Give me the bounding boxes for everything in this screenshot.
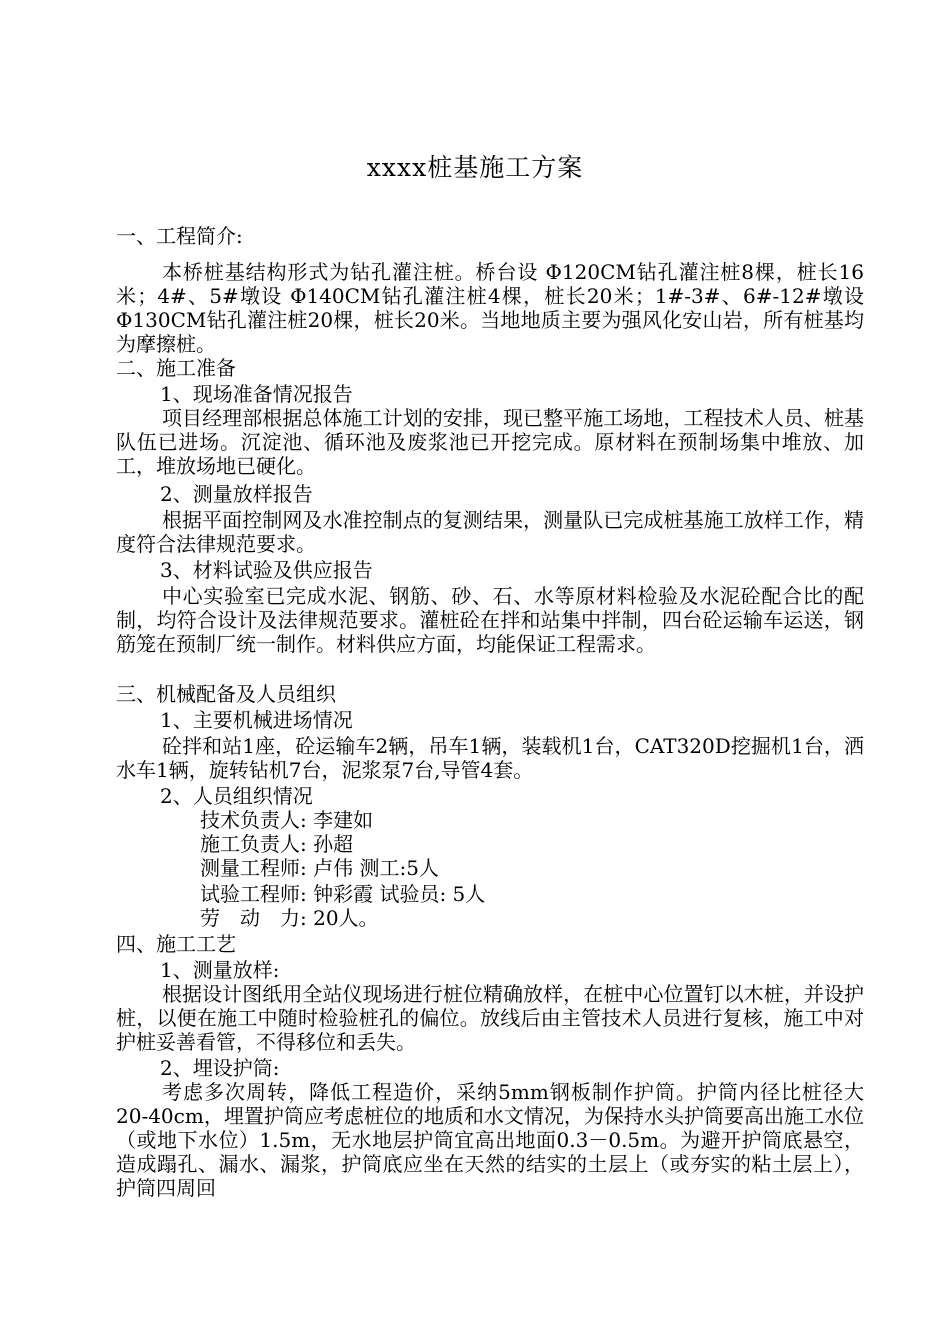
section-2-3-paragraph: 中心实验室已完成水泥、钢筋、砂、石、水等原材料检验及水泥砼配合比的配制，均符合设计及法律规范要求。灌桩砼在拌和站集中拌制，四台砼运输车运送，钢筋笼在预制厂统一制作。材料供应方面，均能保证工程需求。 <box>116 584 864 656</box>
section-1-paragraph: 本桥桩基结构形式为钻孔灌注桩。桥台设 Φ120CM钻孔灌注桩8棵，桩长16米；4#、5#墩设 Φ140CM钻孔灌注桩4棵，桩长20米；1#-3#、6#-12#墩设 Φ130CM钻孔灌注桩20棵，桩长20米。当地地质主要为强风化安山岩，所有桩基均为摩擦桩。 <box>116 260 864 356</box>
personnel-item: 试验工程师: 钟彩霞 试验员: 5人 <box>200 882 486 906</box>
section-2-heading: 二、施工准备 <box>116 356 236 380</box>
document-title: xxxx桩基施工方案 <box>366 153 584 182</box>
personnel-item: 施工负责人: 孙超 <box>200 832 354 856</box>
personnel-item: 技术负责人: 李建如 <box>200 808 374 832</box>
section-4-heading: 四、施工工艺 <box>116 932 236 956</box>
section-3-1-paragraph: 砼拌和站1座，砼运输车2辆，吊车1辆，装载机1台，CAT320D挖掘机1台，洒水车1辆，旋转钻机7台，泥浆泵7台,导管4套。 <box>116 734 864 782</box>
personnel-item: 劳 动 力: 20人。 <box>200 906 379 930</box>
section-4-1-heading: 1、测量放样: <box>160 958 280 982</box>
section-3-2-heading: 2、人员组织情况 <box>160 784 313 808</box>
section-2-3-heading: 3、材料试验及供应报告 <box>160 558 373 582</box>
section-2-2-heading: 2、测量放样报告 <box>160 482 313 506</box>
personnel-item: 测量工程师: 卢伟 测工:5人 <box>200 856 439 880</box>
section-2-2-paragraph: 根据平面控制网及水准控制点的复测结果，测量队已完成桩基施工放样工作，精度符合法律规范要求。 <box>116 508 864 556</box>
section-1-heading: 一、工程简介: <box>116 224 243 248</box>
section-4-1-paragraph: 根据设计图纸用全站仪现场进行桩位精确放样，在桩中心位置钉以木桩，并设护桩，以便在施工中随时检验桩孔的偏位。放线后由主管技术人员进行复核，施工中对护桩妥善看管，不得移位和丢失。 <box>116 982 864 1054</box>
section-3-heading: 三、机械配备及人员组织 <box>116 682 336 706</box>
section-3-1-heading: 1、主要机械进场情况 <box>160 708 353 732</box>
section-2-1-paragraph: 项目经理部根据总体施工计划的安排，现已整平施工场地，工程技术人员、桩基队伍已进场。沉淀池、循环池及废浆池已开挖完成。原材料在预制场集中堆放、加工，堆放场地已硬化。 <box>116 406 864 478</box>
section-4-2-heading: 2、埋设护筒: <box>160 1056 280 1080</box>
section-2-1-heading: 1、现场准备情况报告 <box>160 382 353 406</box>
section-4-2-paragraph: 考虑多次周转，降低工程造价，采纳5mm钢板制作护筒。护筒内径比桩径大20-40cm，埋置护筒应考虑桩位的地质和水文情况，为保持水头护筒要高出施工水位（或地下水位）1.5m，无水地层护筒宜高出地面0.3－0.5m。为避开护筒底悬空，造成蹋孔、漏水、漏浆，护筒底应坐在天然的结实的土层上（或夯实的粘土层上），护筒四周回 <box>116 1080 864 1200</box>
